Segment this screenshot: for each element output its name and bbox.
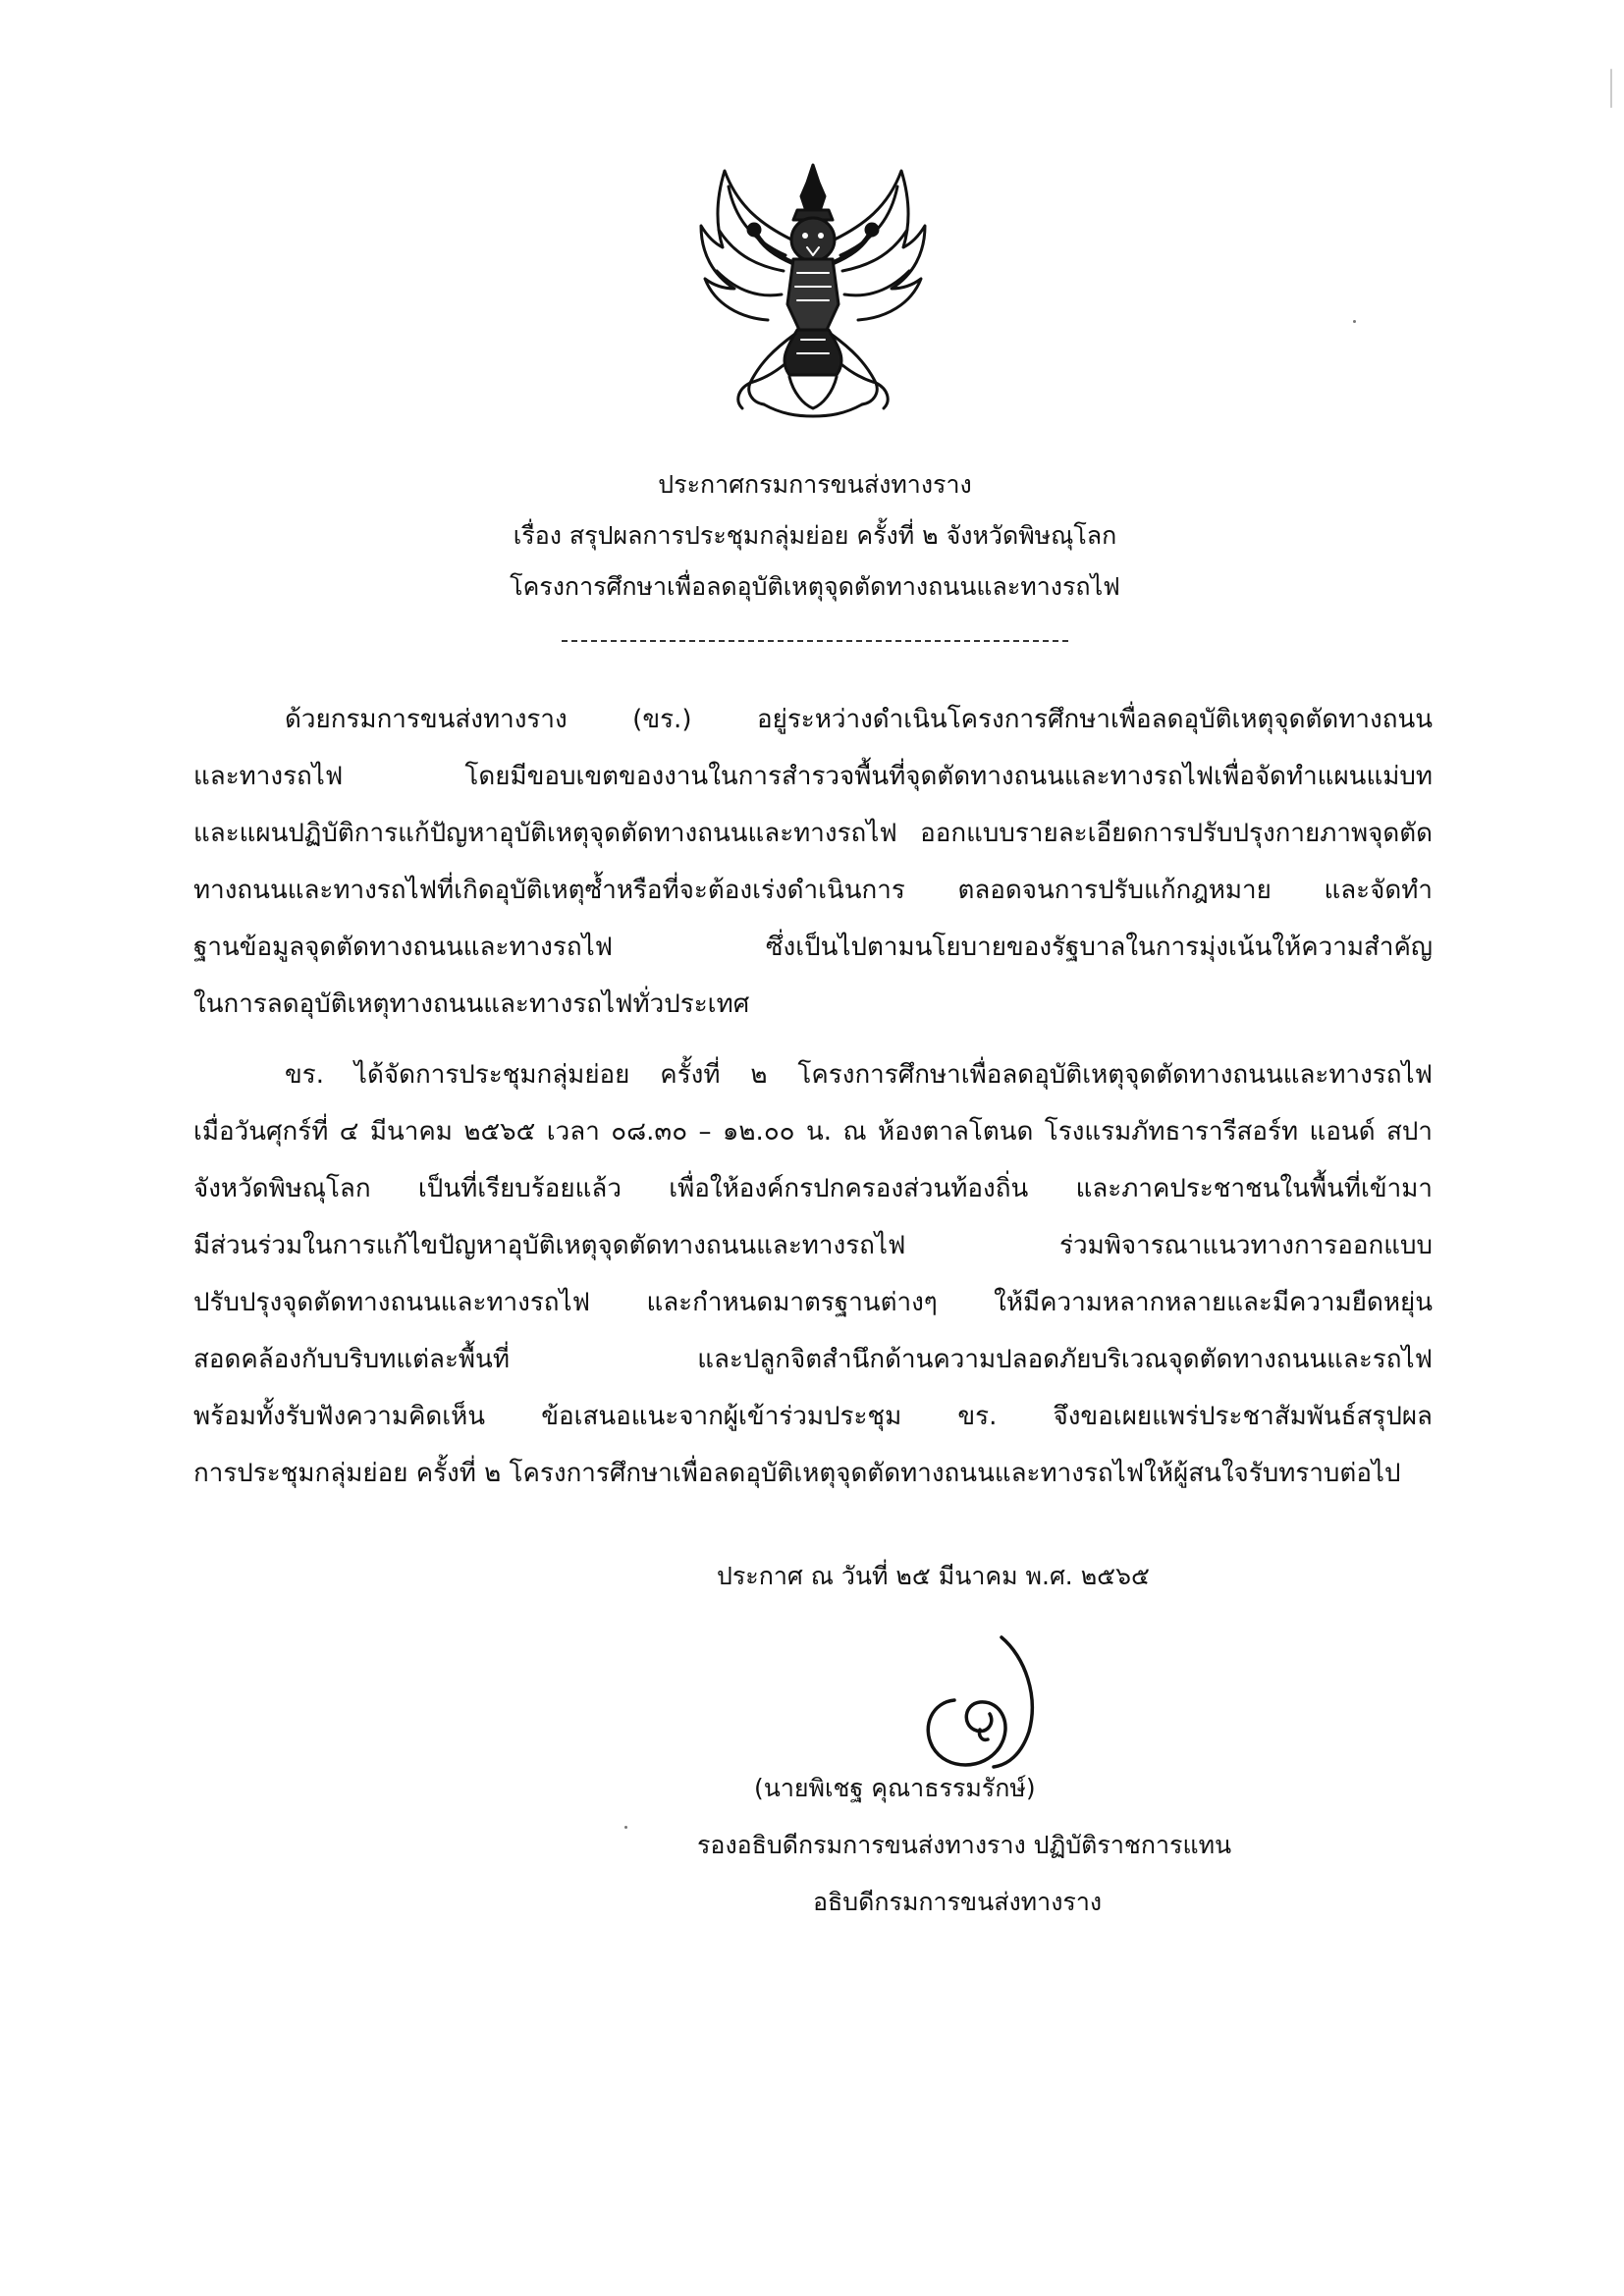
paragraph-2-line: ขร. ได้จัดการประชุมกลุ่มย่อย ครั้งที่ ๒ โครงการศึกษาเพื่อลดอุบัติเหตุจุดตัดทางถนนและทางรถไฟ <box>285 1060 1433 1090</box>
paragraph-1-line: ในการลดอุบัติเหตุทางถนนและทางรถไฟทั่วประเทศ <box>193 989 750 1019</box>
paragraph-2-line: มีส่วนร่วมในการแก้ไขปัญหาอุบัติเหตุจุดตัดทางถนนและทางรถไฟ ร่วมพิจารณาแนวทางการออกแบบ <box>193 1231 1433 1260</box>
scan-speck <box>624 1826 627 1829</box>
signer-org: อธิบดีกรมการขนส่งทางราง <box>813 1888 1103 1916</box>
paragraph-2-line: ปรับปรุงจุดตัดทางถนนและทางรถไฟ และกำหนดมาตรฐานต่างๆ ให้มีความหลากหลายและมีความยืดหยุ่น <box>193 1288 1433 1317</box>
paragraph-2-line: พร้อมทั้งรับฟังความคิดเห็น ข้อเสนอแนะจากผู้เข้าร่วมประชุม ขร. จึงขอเผยแพร่ประชาสัมพันธ์สรุปผล <box>193 1402 1433 1431</box>
signer-name: (นายพิเชฐ คุณาธรรมรักษ์) <box>754 1774 1036 1802</box>
paragraph-2-line: สอดคล้องกับบริบทแต่ละพื้นที่ และปลูกจิตสำนึกด้านความปลอดภัยบริเวณจุดตัดทางถนนและรถไฟ <box>193 1345 1433 1374</box>
scan-edge-mark <box>1610 69 1612 108</box>
paragraph-1-line: และทางรถไฟ โดยมีขอบเขตของงานในการสำรวจพื้นที่จุดตัดทางถนนและทางรถไฟเพื่อจัดทำแผนแม่บท <box>193 762 1433 791</box>
heading-divider <box>562 640 1068 642</box>
paragraph-1-line: ด้วยกรมการขนส่งทางราง (ขร.) อยู่ระหว่างดำเนินโครงการศึกษาเพื่อลดอุบัติเหตุจุดตัดทางถนน <box>285 705 1433 734</box>
scan-speck <box>1353 320 1356 323</box>
paragraph-1-line: ทางถนนและทางรถไฟที่เกิดอุบัติเหตุซ้ำหรือที่จะต้องเร่งดำเนินการ ตลอดจนการปรับแก้กฎหมาย และจัดทำ <box>193 876 1433 905</box>
announcement-subject: เรื่อง สรุปผลการประชุมกลุ่มย่อย ครั้งที่ ๒ จังหวัดพิษณุโลก <box>513 521 1117 550</box>
announcement-project: โครงการศึกษาเพื่อลดอุบัติเหตุจุดตัดทางถนนและทางรถไฟ <box>510 572 1120 601</box>
announce-date: ประกาศ ณ วันที่ ๒๕ มีนาคม พ.ศ. ๒๕๖๕ <box>717 1562 1150 1590</box>
paragraph-1-line: ฐานข้อมูลจุดตัดทางถนนและทางรถไฟ ซึ่งเป็นไปตามนโยบายของรัฐบาลในการมุ่งเน้นให้ความสำคัญ <box>193 933 1433 962</box>
garuda-emblem-icon <box>695 157 931 422</box>
handwritten-signature <box>903 1618 1070 1785</box>
announcement-title: ประกาศกรมการขนส่งทางราง <box>658 470 972 499</box>
paragraph-2-line: จังหวัดพิษณุโลก เป็นที่เรียบร้อยแล้ว เพื่อให้องค์กรปกครองส่วนท้องถิ่น และภาคประชาชนในพื้นที่เข้ามา <box>193 1174 1433 1203</box>
paragraph-2-line: เมื่อวันศุกร์ที่ ๔ มีนาคม ๒๕๖๕ เวลา ๐๘.๓๐ – ๑๒.๐๐ น. ณ ห้องตาลโตนด โรงแรมภัทธารารีสอร์ท แอนด์ สปา <box>193 1117 1433 1147</box>
paragraph-2-line: การประชุมกลุ่มย่อย ครั้งที่ ๒ โครงการศึกษาเพื่อลดอุบัติเหตุจุดตัดทางถนนและทางรถไฟให้ผู้สนใจรับทราบต่อไป <box>193 1459 1401 1488</box>
signer-title: รองอธิบดีกรมการขนส่งทางราง ปฏิบัติราชการแทน <box>697 1831 1232 1859</box>
paragraph-1-line: และแผนปฏิบัติการแก้ปัญหาอุบัติเหตุจุดตัดทางถนนและทางรถไฟ ออกแบบรายละเอียดการปรับปรุงกายภาพจุดตัด <box>193 819 1433 848</box>
